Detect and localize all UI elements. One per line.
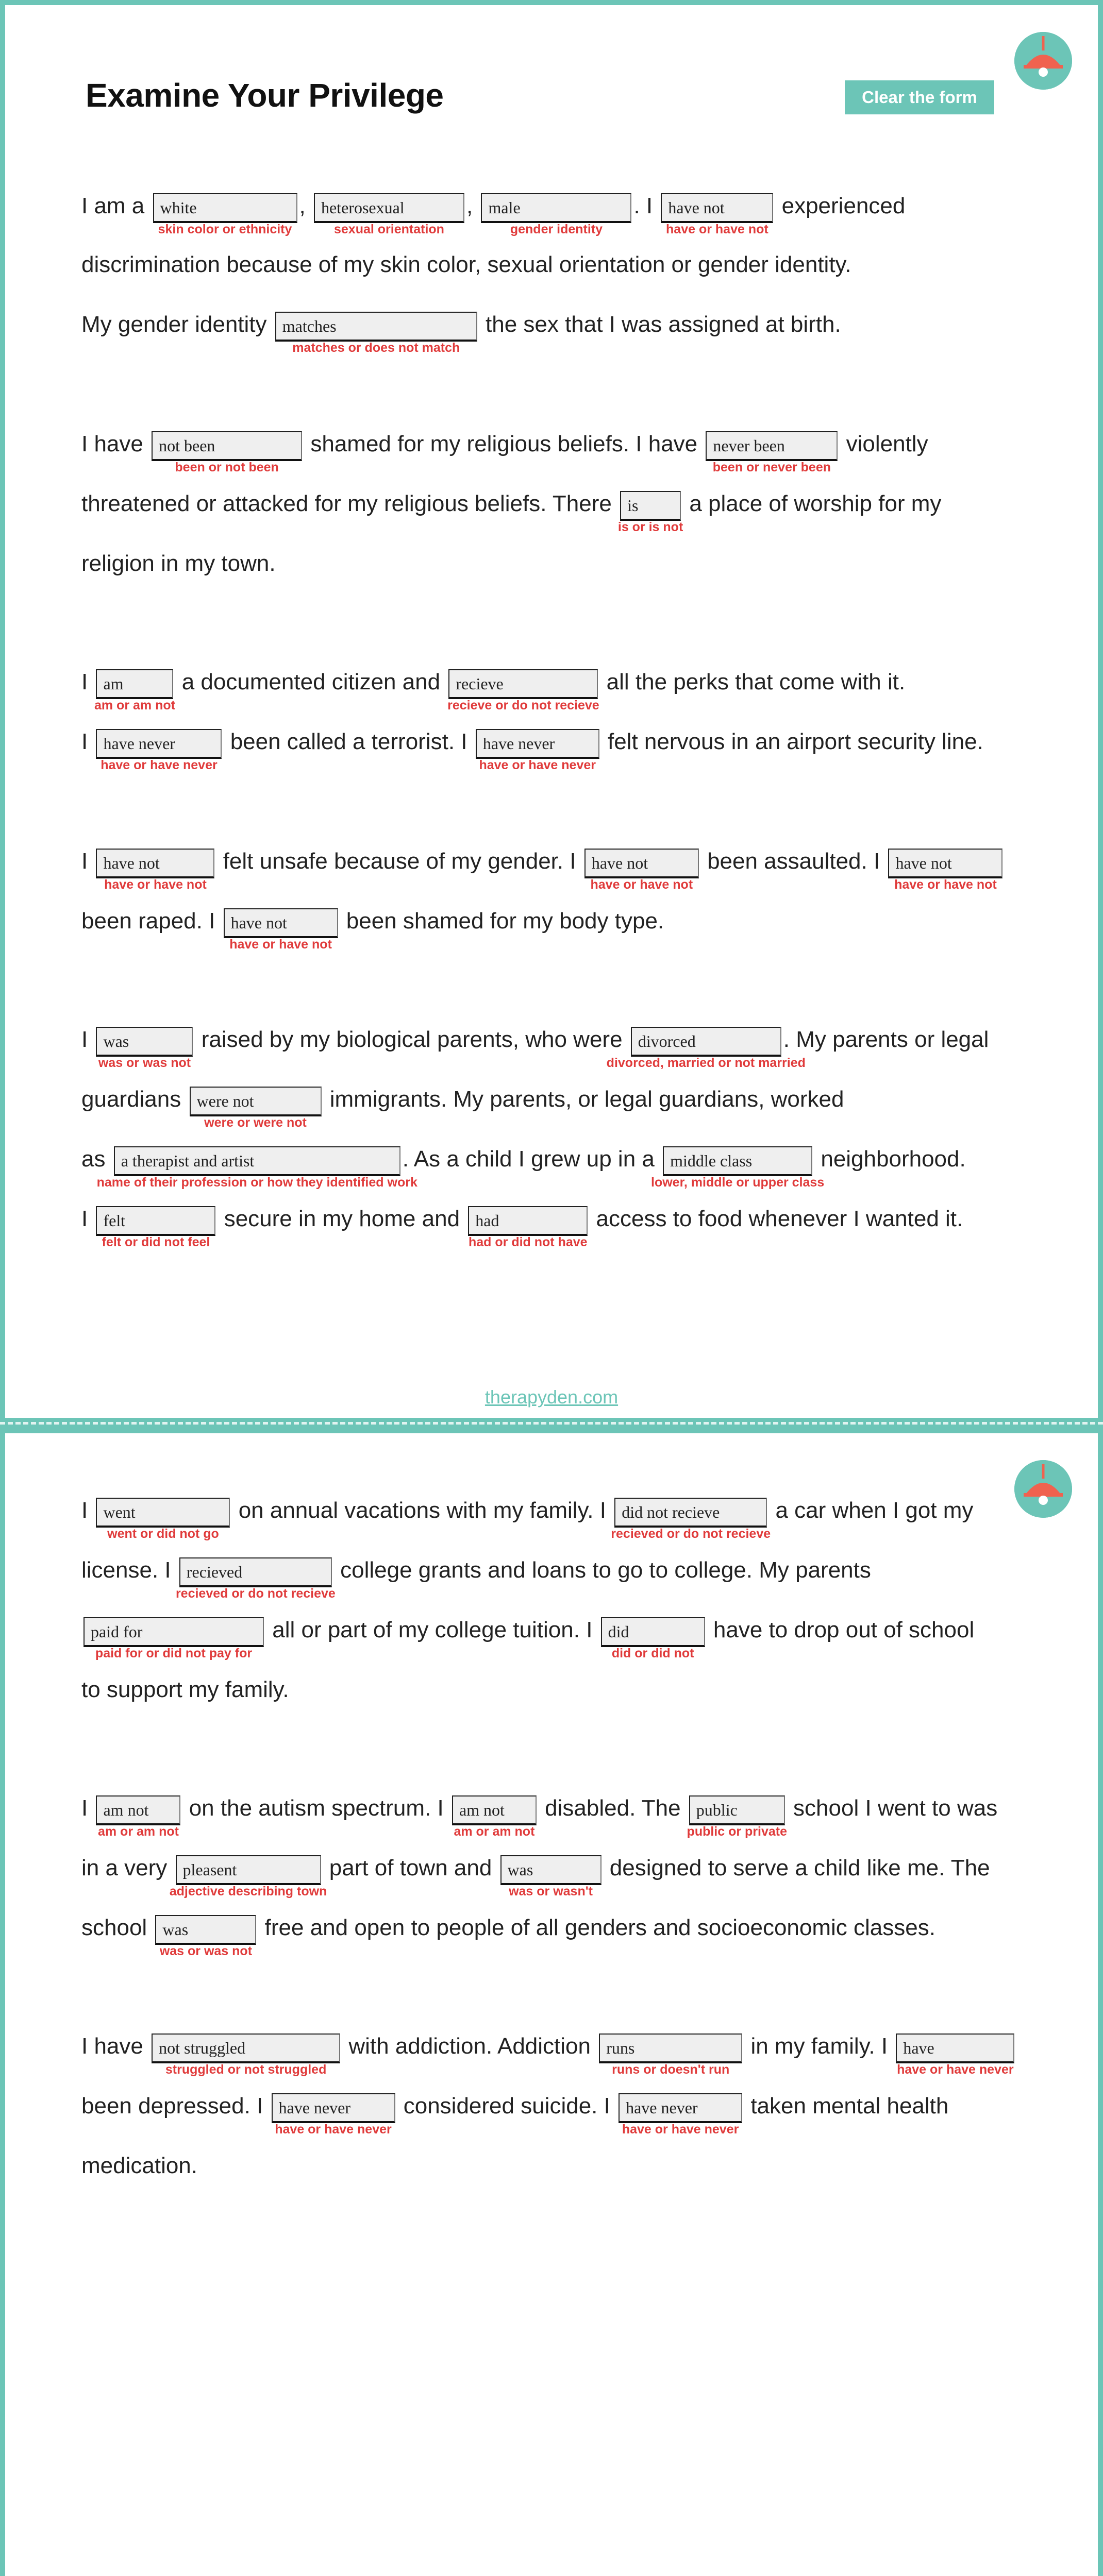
parents-marital-label: divorced, married or not married	[606, 1056, 806, 1070]
felt-secure-input[interactable]	[96, 1206, 215, 1236]
vacations-label: went or did not go	[107, 1527, 219, 1541]
sentence-text: I	[81, 1795, 88, 1821]
sentence-text: in a very	[81, 1855, 168, 1880]
sentence-text: been raped. I	[81, 908, 215, 934]
dropout-input[interactable]	[601, 1617, 705, 1647]
footer	[5, 1386, 1098, 1409]
college-grants-input[interactable]	[179, 1557, 332, 1587]
immigrants-label: were or were not	[204, 1115, 307, 1130]
sentence-text: I	[81, 1206, 88, 1231]
raised-by-parents-input[interactable]	[96, 1027, 193, 1057]
sentence-text: school	[81, 1915, 147, 1940]
sentence-text: a place of worship for my	[689, 491, 942, 516]
sentence-line	[81, 1793, 998, 1839]
sentence-text: been shamed for my body type.	[346, 908, 664, 934]
sentence-text: I have	[81, 431, 143, 456]
college-grants-label: recieved or do not recieve	[175, 1586, 336, 1601]
sentence-text: threatened or attacked for my religious beliefs. There	[81, 491, 612, 516]
sentence-line	[81, 2031, 1016, 2077]
sentence-text: been depressed. I	[81, 2093, 263, 2119]
sentence-text: secure in my home and	[224, 1206, 460, 1231]
experienced-discrimination-input[interactable]	[661, 193, 773, 223]
sentence-text: part of town and	[329, 1855, 492, 1880]
sentence-line	[81, 1144, 966, 1190]
sentence-line	[81, 1615, 975, 1660]
page-title: Examine Your Privilege	[86, 77, 444, 114]
citizen-perks-input[interactable]	[448, 669, 598, 699]
sentence-line	[81, 1912, 935, 1958]
town-adjective-label: adjective describing town	[169, 1884, 327, 1899]
airport-security-input[interactable]	[476, 729, 599, 759]
medication-label: have or have never	[622, 2122, 739, 2137]
raped-input[interactable]	[888, 849, 1002, 878]
body-shame-label: have or have not	[229, 937, 332, 952]
skin-color-input[interactable]	[153, 193, 297, 223]
raised-by-parents-label: was or was not	[98, 1056, 191, 1070]
sentence-text: medication.	[81, 2153, 198, 2178]
sentence-line	[81, 309, 841, 355]
sentence-text: all or part of my college tuition. I	[272, 1617, 593, 1642]
medication-input[interactable]	[619, 2093, 742, 2123]
sexual-orientation-label: sexual orientation	[334, 222, 444, 236]
sentence-line	[81, 1204, 963, 1249]
town-adjective-input[interactable]	[176, 1855, 321, 1885]
car-label: recieved or do not recieve	[611, 1527, 771, 1541]
immigrants-input[interactable]	[190, 1087, 322, 1116]
parents-profession-label: name of their profession or how they identified work	[96, 1175, 417, 1190]
food-access-input[interactable]	[468, 1206, 588, 1236]
school-designed-input[interactable]	[500, 1855, 601, 1885]
sentence-text: My gender identity	[81, 312, 267, 337]
sentence-text: considered suicide. I	[403, 2093, 610, 2119]
worksheet-page-2	[5, 1433, 1098, 2576]
gender-match-label: matches or does not match	[292, 341, 460, 355]
parents-profession-input[interactable]	[114, 1146, 400, 1176]
dropout-label: did or did not	[611, 1646, 694, 1660]
place-of-worship-label: is or is not	[617, 520, 683, 534]
sentence-line	[81, 488, 942, 534]
autism-input[interactable]	[96, 1795, 180, 1825]
sentence-text: have to drop out of school	[713, 1617, 975, 1642]
sentence-text: I am a	[81, 193, 145, 218]
sentence-text: I	[81, 669, 88, 694]
sentence-text: disabled. The	[545, 1795, 681, 1821]
tuition-label: paid for or did not pay for	[95, 1646, 253, 1660]
sentence-text: a documented citizen and	[181, 669, 441, 694]
experienced-discrimination-label: have or have not	[666, 222, 768, 236]
sexual-orientation-input[interactable]	[314, 193, 464, 223]
sentence-line	[81, 1495, 974, 1541]
school-type-label: public or private	[687, 1824, 788, 1839]
sentence-text: a car when I got my	[775, 1498, 974, 1523]
therapyden-link[interactable]: therapyden.com	[484, 1386, 619, 1408]
food-access-label: had or did not have	[468, 1235, 588, 1249]
car-input[interactable]	[614, 1498, 767, 1528]
autism-label: am or am not	[97, 1824, 179, 1839]
gender-identity-input[interactable]	[481, 193, 631, 223]
sentence-text: free and open to people of all genders and socioeconomic classes.	[264, 1915, 935, 1940]
sentence-text: . As a child I grew up in a	[402, 1146, 655, 1172]
sentence-text: I	[81, 1498, 88, 1523]
felt-secure-label: felt or did not feel	[102, 1235, 210, 1249]
felt-unsafe-label: have or have not	[104, 877, 207, 892]
sentence-text: access to food whenever I wanted it.	[596, 1206, 963, 1231]
sentence-text: the sex that I was assigned at birth.	[486, 312, 841, 337]
sentence-text: college grants and loans to go to college. My parents	[340, 1557, 871, 1583]
sentence-line	[81, 1853, 990, 1899]
page-divider	[0, 1418, 1103, 1433]
economic-class-label: lower, middle or upper class	[651, 1175, 825, 1190]
school-free-input[interactable]	[155, 1915, 256, 1945]
sentence-line	[81, 1555, 871, 1601]
sentence-line	[81, 1674, 289, 1705]
sentence-line	[81, 667, 906, 713]
sentence-line	[81, 191, 906, 236]
citizen-perks-label: recieve or do not recieve	[447, 698, 599, 713]
lamp-icon	[1014, 1460, 1072, 1518]
religious-threat-label: been or never been	[712, 460, 831, 474]
school-type-input[interactable]	[689, 1795, 785, 1825]
sentence-line	[81, 2150, 197, 2181]
terrorist-input[interactable]	[96, 729, 222, 759]
sentence-text: religion in my town.	[81, 551, 276, 576]
sentence-text: as	[81, 1146, 106, 1172]
suicide-label: have or have never	[275, 2122, 392, 2137]
sentence-text: been called a terrorist. I	[230, 729, 467, 754]
sentence-text: school I went to was	[793, 1795, 998, 1821]
sentence-text: immigrants. My parents, or legal guardians, worked	[329, 1087, 844, 1112]
depressed-input[interactable]	[896, 2033, 1014, 2063]
disabled-label: am or am not	[454, 1824, 535, 1839]
suicide-input[interactable]	[272, 2093, 395, 2123]
tuition-input[interactable]	[83, 1617, 264, 1647]
airport-security-label: have or have never	[479, 758, 596, 772]
sentence-text: I	[81, 1027, 88, 1052]
sentence-text: I have	[81, 2033, 143, 2059]
religious-shame-input[interactable]	[152, 431, 302, 461]
sentence-text: with addiction. Addiction	[348, 2033, 591, 2059]
sentence-text: been assaulted. I	[707, 849, 880, 874]
sentence-line	[81, 548, 276, 579]
sentence-line	[81, 906, 664, 952]
sentence-text: . My parents or legal	[783, 1027, 989, 1052]
sentence-text: discrimination because of my skin color, sexual orientation or gender identity.	[81, 252, 851, 277]
economic-class-input[interactable]	[663, 1146, 812, 1176]
gender-identity-label: gender identity	[510, 222, 603, 236]
sentence-text: designed to serve a child like me. The	[609, 1855, 990, 1880]
school-free-label: was or was not	[159, 1944, 253, 1958]
sentence-text: on the autism spectrum. I	[189, 1795, 444, 1821]
sentence-text: shamed for my religious beliefs. I have	[310, 431, 698, 456]
parents-marital-input[interactable]	[631, 1027, 781, 1057]
sentence-text: all the perks that come with it.	[606, 669, 906, 694]
school-designed-label: was or wasn't	[509, 1884, 593, 1899]
religious-threat-input[interactable]	[706, 431, 838, 461]
sentence-line	[81, 1084, 844, 1130]
religious-shame-label: been or not been	[175, 460, 279, 474]
body-shame-input[interactable]	[224, 908, 338, 938]
gender-match-input[interactable]	[275, 312, 477, 342]
sentence-text: on annual vacations with my family. I	[238, 1498, 606, 1523]
terrorist-label: have or have never	[101, 758, 218, 772]
sentence-text: neighborhood.	[821, 1146, 966, 1172]
sentence-line	[81, 2091, 949, 2137]
vacations-input[interactable]	[96, 1498, 230, 1528]
sentence-line	[81, 846, 1005, 892]
sentence-text: felt unsafe because of my gender. I	[223, 849, 576, 874]
citizen-input[interactable]	[96, 669, 173, 699]
sentence-text: I	[81, 849, 88, 874]
sentence-text: ,	[466, 193, 473, 218]
clear-form-button[interactable]: Clear the form	[845, 80, 994, 114]
raped-label: have or have not	[894, 877, 997, 892]
family-addiction-input[interactable]	[599, 2033, 742, 2063]
addiction-label: struggled or not struggled	[165, 2062, 327, 2077]
sentence-line	[81, 429, 928, 474]
sentence-text: felt nervous in an airport security line.	[607, 729, 983, 754]
assaulted-input[interactable]	[584, 849, 699, 878]
family-addiction-label: runs or doesn't run	[612, 2062, 730, 2077]
sentence-text: license. I	[81, 1557, 171, 1583]
sentence-text: ,	[299, 193, 306, 218]
sentence-line	[81, 726, 983, 772]
place-of-worship-input[interactable]	[620, 491, 681, 521]
assaulted-label: have or have not	[590, 877, 693, 892]
sentence-line	[81, 1024, 989, 1070]
worksheet-page-1	[5, 5, 1098, 1418]
sentence-text: in my family. I	[750, 2033, 888, 2059]
sentence-text: taken mental health	[750, 2093, 949, 2119]
skin-color-label: skin color or ethnicity	[158, 222, 292, 236]
sentence-line	[81, 249, 851, 280]
sentence-text: guardians	[81, 1087, 181, 1112]
depressed-label: have or have never	[897, 2062, 1014, 2077]
page-divider-dashes	[0, 1422, 1103, 1425]
sentence-text: I	[81, 729, 88, 754]
sentence-text: to support my family.	[81, 1677, 289, 1702]
felt-unsafe-input[interactable]	[96, 849, 214, 878]
sentence-text: experienced	[781, 193, 906, 218]
sentence-text: violently	[846, 431, 928, 456]
lamp-icon	[1014, 32, 1072, 90]
addiction-input[interactable]	[152, 2033, 340, 2063]
citizen-label: am or am not	[94, 698, 175, 713]
sentence-text: raised by my biological parents, who were	[201, 1027, 623, 1052]
disabled-input[interactable]	[452, 1795, 537, 1825]
sentence-text: . I	[633, 193, 653, 218]
